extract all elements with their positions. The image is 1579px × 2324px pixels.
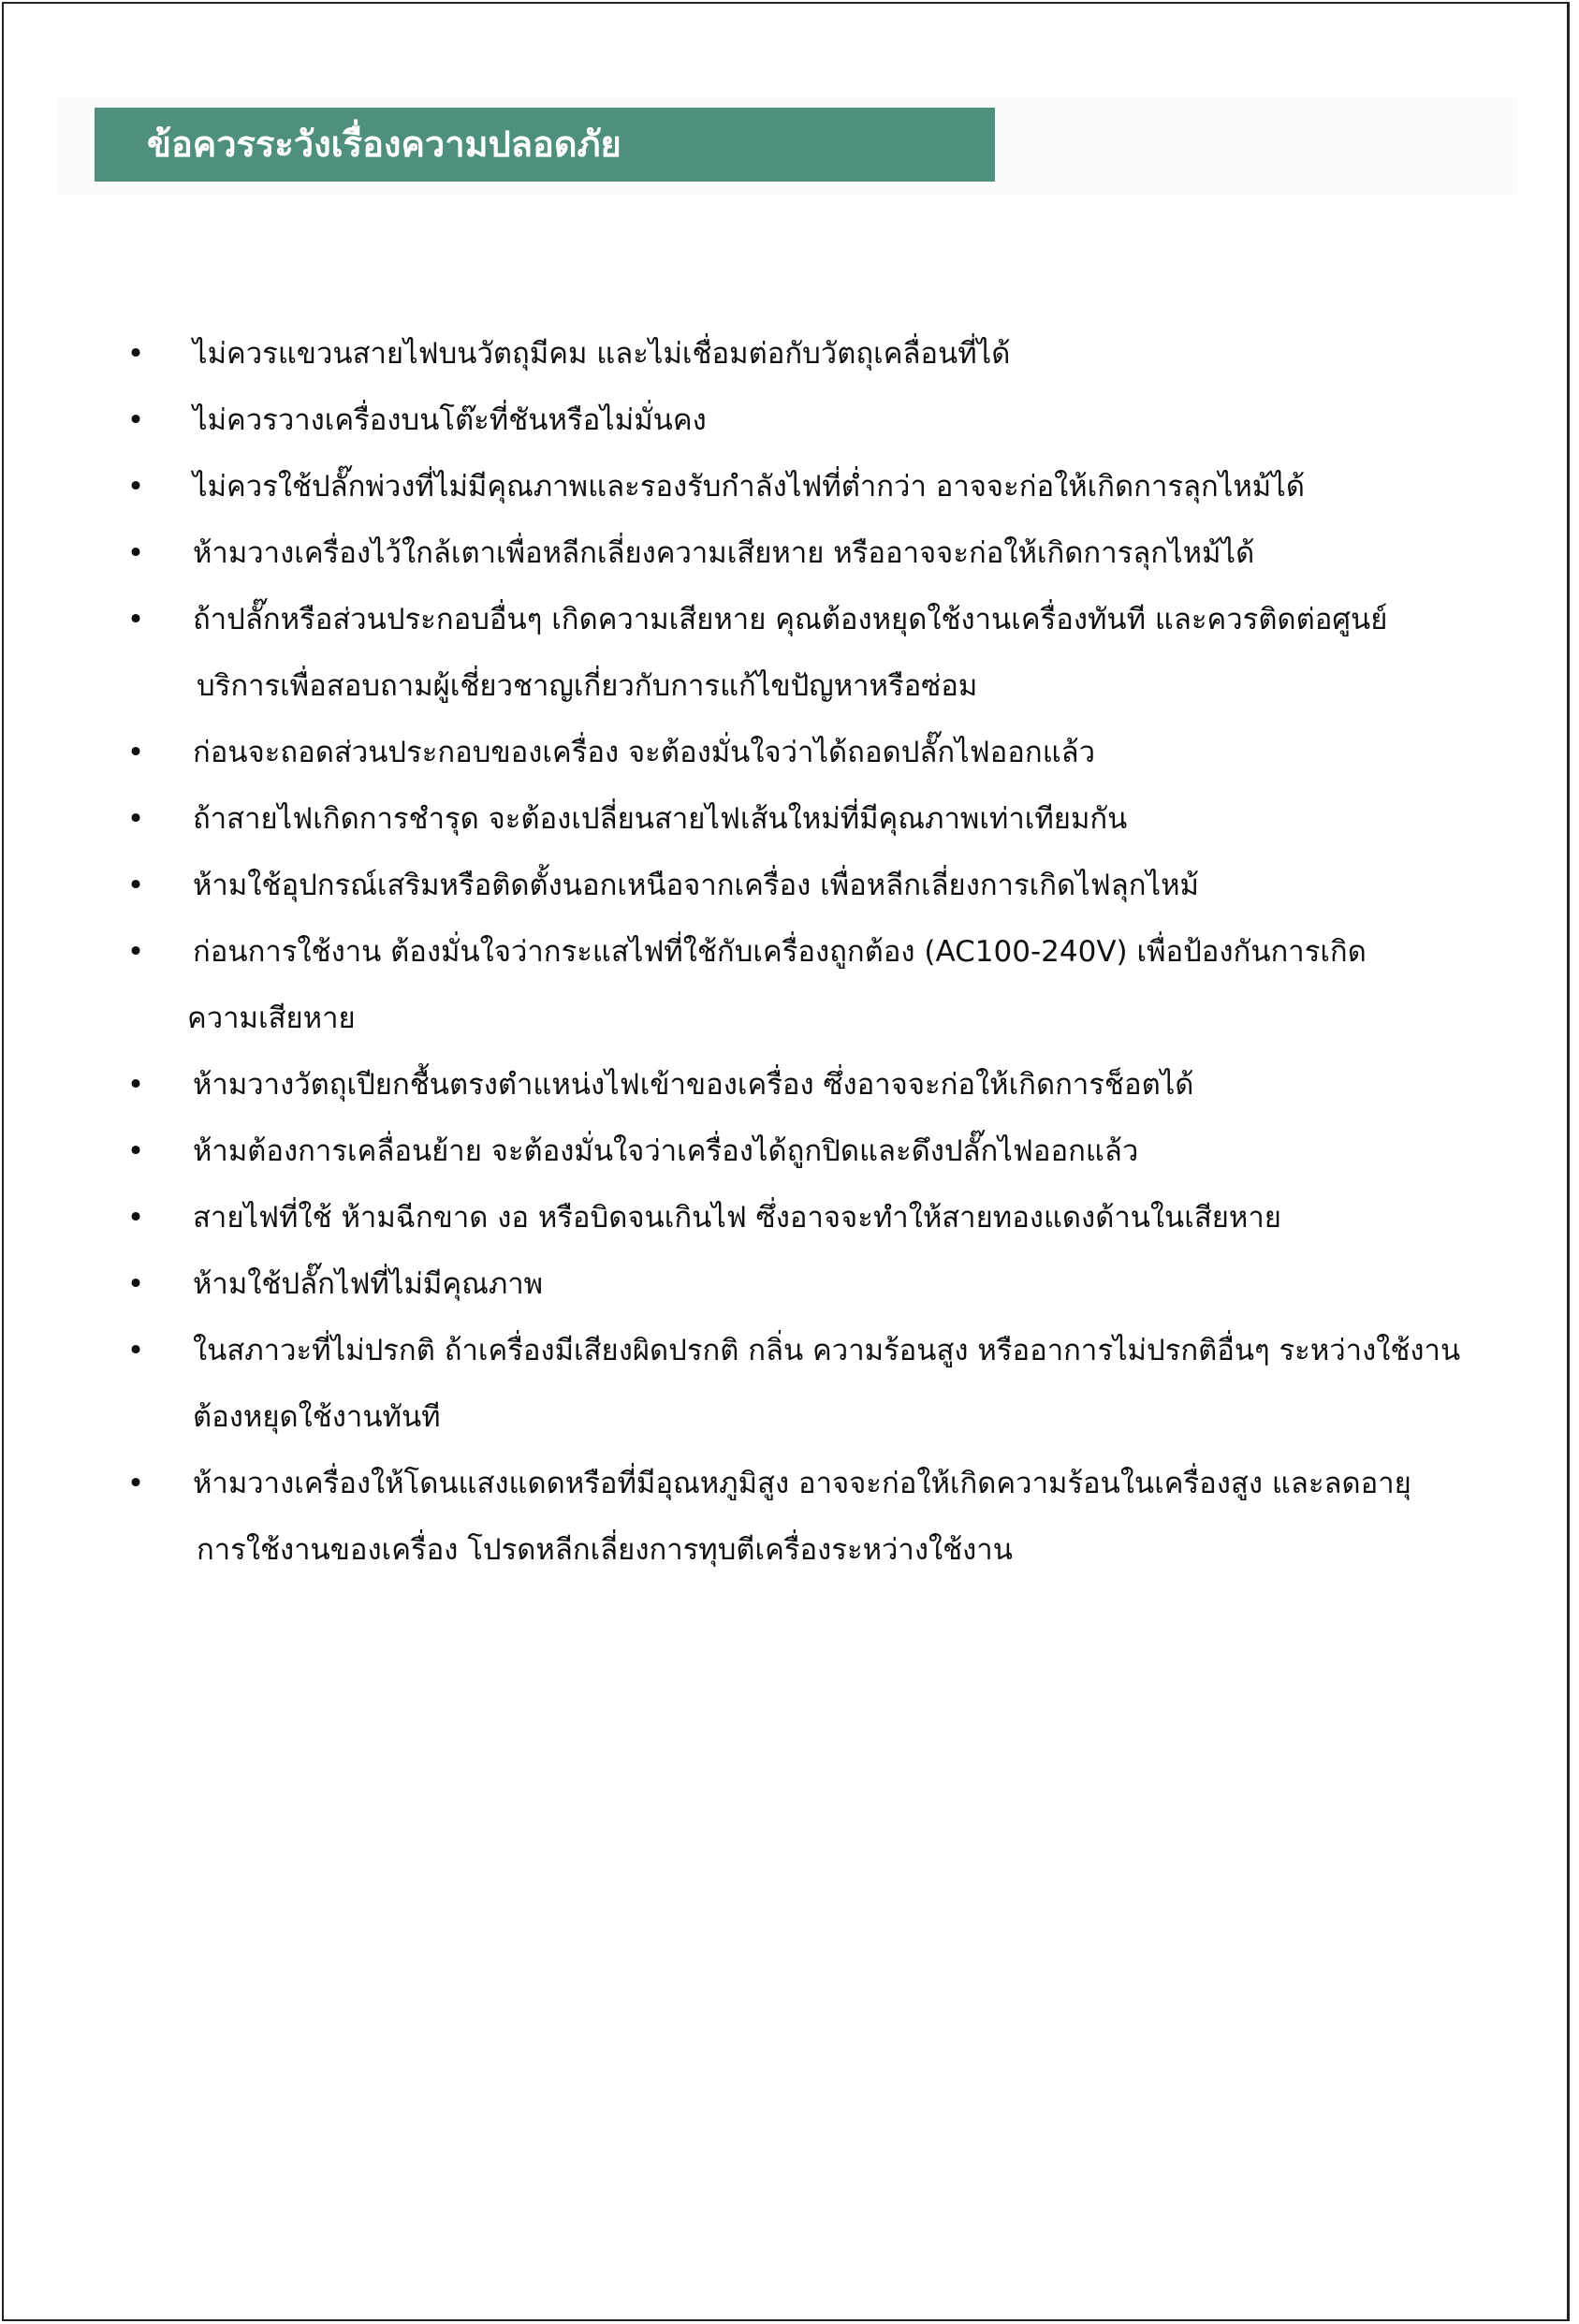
item-text: ห้ามวางเครื่องให้โดนแสงแดดหรือที่มีอุณหภูมิสูง อาจจะก่อให้เกิดความร้อนในเครื่องสูง และลดอายุ [193, 1467, 1411, 1500]
item-text: ห้ามต้องการเคลื่อนย้าย จะต้องมั่นใจว่าเครื่องได้ถูกปิดและดึงปลั๊กไฟออกแล้ว [193, 1134, 1139, 1168]
section-title: ข้อควรระวังเรื่องความปลอดภัย [147, 124, 621, 165]
item-text: ไม่ควรใช้ปลั๊กพ่วงที่ไม่มีคุณภาพและรองรับกำลังไฟที่ต่ำกว่า อาจจะก่อให้เกิดการลุกไหม้ได้ [193, 470, 1305, 504]
list-item [122, 520, 1469, 587]
item-text: ไม่ควรวางเครื่องบนโต๊ะที่ชันหรือไม่มั่นคง [193, 403, 707, 437]
list-item [122, 1251, 1469, 1318]
list-item [122, 786, 1469, 853]
list-item [122, 1185, 1469, 1251]
item-text: ห้ามใช้อุปกรณ์เสริมหรือติดตั้งนอกเหนือจากเครื่อง เพื่อหลีกเลี่ยงการเกิดไฟลุกไหม้ [193, 869, 1199, 902]
bullet-icon: • [126, 1334, 145, 1367]
list-item [122, 454, 1469, 520]
safety-precautions-list [122, 321, 1469, 1584]
bullet-icon: • [126, 1467, 145, 1500]
item-text: ห้ามวางเครื่องไว้ใกล้เตาเพื่อหลีกเลี่ยงความเสียหาย หรืออาจจะก่อให้เกิดการลุกไหม้ได้ [193, 536, 1255, 570]
bullet-icon: • [126, 536, 145, 570]
item-text-continued: บริการเพื่อสอบถามผู้เชี่ยวชาญเกี่ยวกับการแก้ไขปัญหาหรือซ่อม [197, 669, 978, 703]
item-text: ห้ามวางวัตถุเปียกชื้นตรงตำแหน่งไฟเข้าของเครื่อง ซึ่งอาจจะก่อให้เกิดการช็อตได้ [193, 1068, 1194, 1102]
list-item [122, 587, 1469, 720]
item-text: ในสภาวะที่ไม่ปรกติ ถ้าเครื่องมีเสียงผิดปรกติ กลิ่น ความร้อนสูง หรืออาการไม่ปรกติอื่นๆ ระหว่างใช้งาน [193, 1334, 1461, 1367]
item-text: ห้ามใช้ปลั๊กไฟที่ไม่มีคุณภาพ [193, 1267, 544, 1301]
list-item [122, 1052, 1469, 1118]
item-text-continued: ต้องหยุดใช้งานทันที [193, 1400, 441, 1434]
list-item [122, 1451, 1469, 1584]
bullet-icon: • [126, 1068, 145, 1102]
bullet-icon: • [126, 403, 145, 437]
section-title-bar [95, 108, 995, 182]
bullet-icon: • [126, 869, 145, 902]
bullet-icon: • [126, 337, 145, 371]
list-item [122, 321, 1469, 387]
item-text: ไม่ควรแขวนสายไฟบนวัตถุมีคม และไม่เชื่อมต่อกับวัตถุเคลื่อนที่ได้ [193, 337, 1011, 371]
list-item [122, 720, 1469, 786]
item-text: ถ้าปลั๊กหรือส่วนประกอบอื่นๆ เกิดความเสียหาย คุณต้องหยุดใช้งานเครื่องทันที และควรติดต่อศูนย์ [193, 603, 1388, 636]
bullet-icon: • [126, 935, 145, 969]
item-text: ก่อนจะถอดส่วนประกอบของเครื่อง จะต้องมั่นใจว่าได้ถอดปลั๊กไฟออกแล้ว [193, 736, 1096, 769]
bullet-icon: • [126, 1134, 145, 1168]
bullet-icon: • [126, 1267, 145, 1301]
list-item [122, 919, 1469, 1052]
item-text-continued: ความเสียหาย [187, 1001, 356, 1035]
list-item [122, 1318, 1469, 1451]
list-item [122, 853, 1469, 919]
bullet-icon: • [126, 736, 145, 769]
item-text-continued: การใช้งานของเครื่อง โปรดหลีกเลี่ยงการทุบตีเครื่องระหว่างใช้งาน [197, 1533, 1013, 1567]
item-text: ก่อนการใช้งาน ต้องมั่นใจว่ากระแสไฟที่ใช้กับเครื่องถูกต้อง (AC100-240V) เพื่อป้องกันการเกิด [193, 935, 1367, 969]
list-item [122, 1118, 1469, 1185]
item-text: ถ้าสายไฟเกิดการชำรุด จะต้องเปลี่ยนสายไฟเส้นใหม่ที่มีคุณภาพเท่าเทียมกัน [193, 802, 1128, 836]
bullet-icon: • [126, 470, 145, 504]
item-text: สายไฟที่ใช้ ห้ามฉีกขาด งอ หรือบิดจนเกินไฟ ซึ่งอาจจะทำให้สายทองแดงด้านในเสียหาย [193, 1201, 1281, 1235]
bullet-icon: • [126, 603, 145, 636]
bullet-icon: • [126, 802, 145, 836]
bullet-icon: • [126, 1201, 145, 1235]
list-item [122, 387, 1469, 454]
